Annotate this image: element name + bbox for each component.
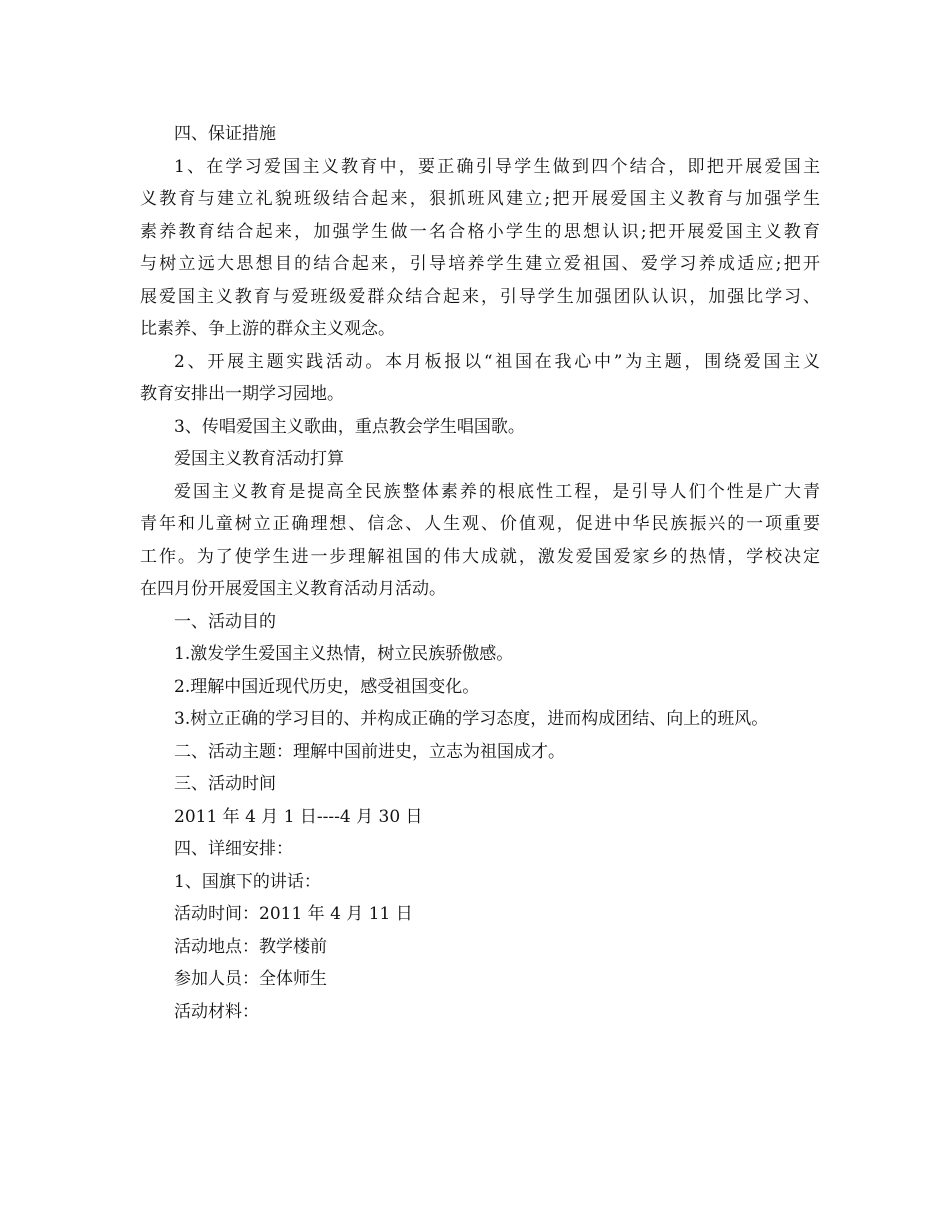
document-body xyxy=(140,118,820,1028)
text-line: 3.树立正确的学习目的、并构成正确的学习态度，进而构成团结、向上的班风。 xyxy=(174,709,769,729)
text-line: 展爱国主义教育与爱班级爱群众结合起来，引导学生加强团队认识，加强比学习、 xyxy=(140,286,820,307)
text-line: 素养教育结合起来，加强学生做一名合格小学生的思想认识;把开展爱国主义教育 xyxy=(140,221,820,242)
text-line: 教育安排出一期学习园地。 xyxy=(140,384,344,404)
text-line: 青年和儿童树立正确理想、信念、人生观、价值观，促进中华民族振兴的一项重要 xyxy=(140,514,820,534)
text-line: 1.激发学生爱国主义热情，树立民族骄傲感。 xyxy=(174,644,514,664)
text-line: 爱国主义教育活动打算 xyxy=(174,449,344,469)
text-line: 四、保证措施 xyxy=(174,124,276,144)
text-line: 3、传唱爱国主义歌曲，重点教会学生唱国歌。 xyxy=(174,416,525,437)
text-line: 比素养、争上游的群众主义观念。 xyxy=(140,319,395,339)
text-line: 义教育与建立礼貌班级结合起来，狠抓班风建立;把开展爱国主义教育与加强学生 xyxy=(140,189,820,209)
text-line: 参加人员：全体师生 xyxy=(174,969,327,989)
text-line: 活动地点：教学楼前 xyxy=(174,936,327,957)
text-line: 2.理解中国近现代历史，感受祖国变化。 xyxy=(174,676,480,697)
text-line: 在四月份开展爱国主义教育活动月活动。 xyxy=(140,579,446,599)
text-line: 活动时间：2011 年 4 月 11 日 xyxy=(174,904,413,924)
text-line: 四、详细安排： xyxy=(174,839,293,859)
text-line: 1、在学习爱国主义教育中，要正确引导学生做到四个结合，即把开展爱国主 xyxy=(174,156,820,177)
text-line: 2、开展主题实践活动。本月板报以“祖国在我心中”为主题，围绕爱国主义 xyxy=(174,351,820,372)
text-line: 2011 年 4 月 1 日----4 月 30 日 xyxy=(174,806,423,827)
text-line: 与树立远大思想目的结合起来，引导培养学生建立爱祖国、爱学习养成适应;把开 xyxy=(140,254,820,274)
text-line: 活动材料： xyxy=(174,1001,259,1022)
text-line: 一、活动目的 xyxy=(174,611,276,632)
text-line: 爱国主义教育是提高全民族整体素养的根底性工程，是引导人们个性是广大青 xyxy=(174,481,820,502)
text-line: 二、活动主题：理解中国前进史，立志为祖国成才。 xyxy=(174,741,565,762)
text-line: 三、活动时间 xyxy=(174,774,276,794)
text-line: 1、国旗下的讲话： xyxy=(174,871,321,892)
text-line: 工作。为了使学生进一步理解祖国的伟大成就，激发爱国爱家乡的热情，学校决定 xyxy=(140,546,820,567)
